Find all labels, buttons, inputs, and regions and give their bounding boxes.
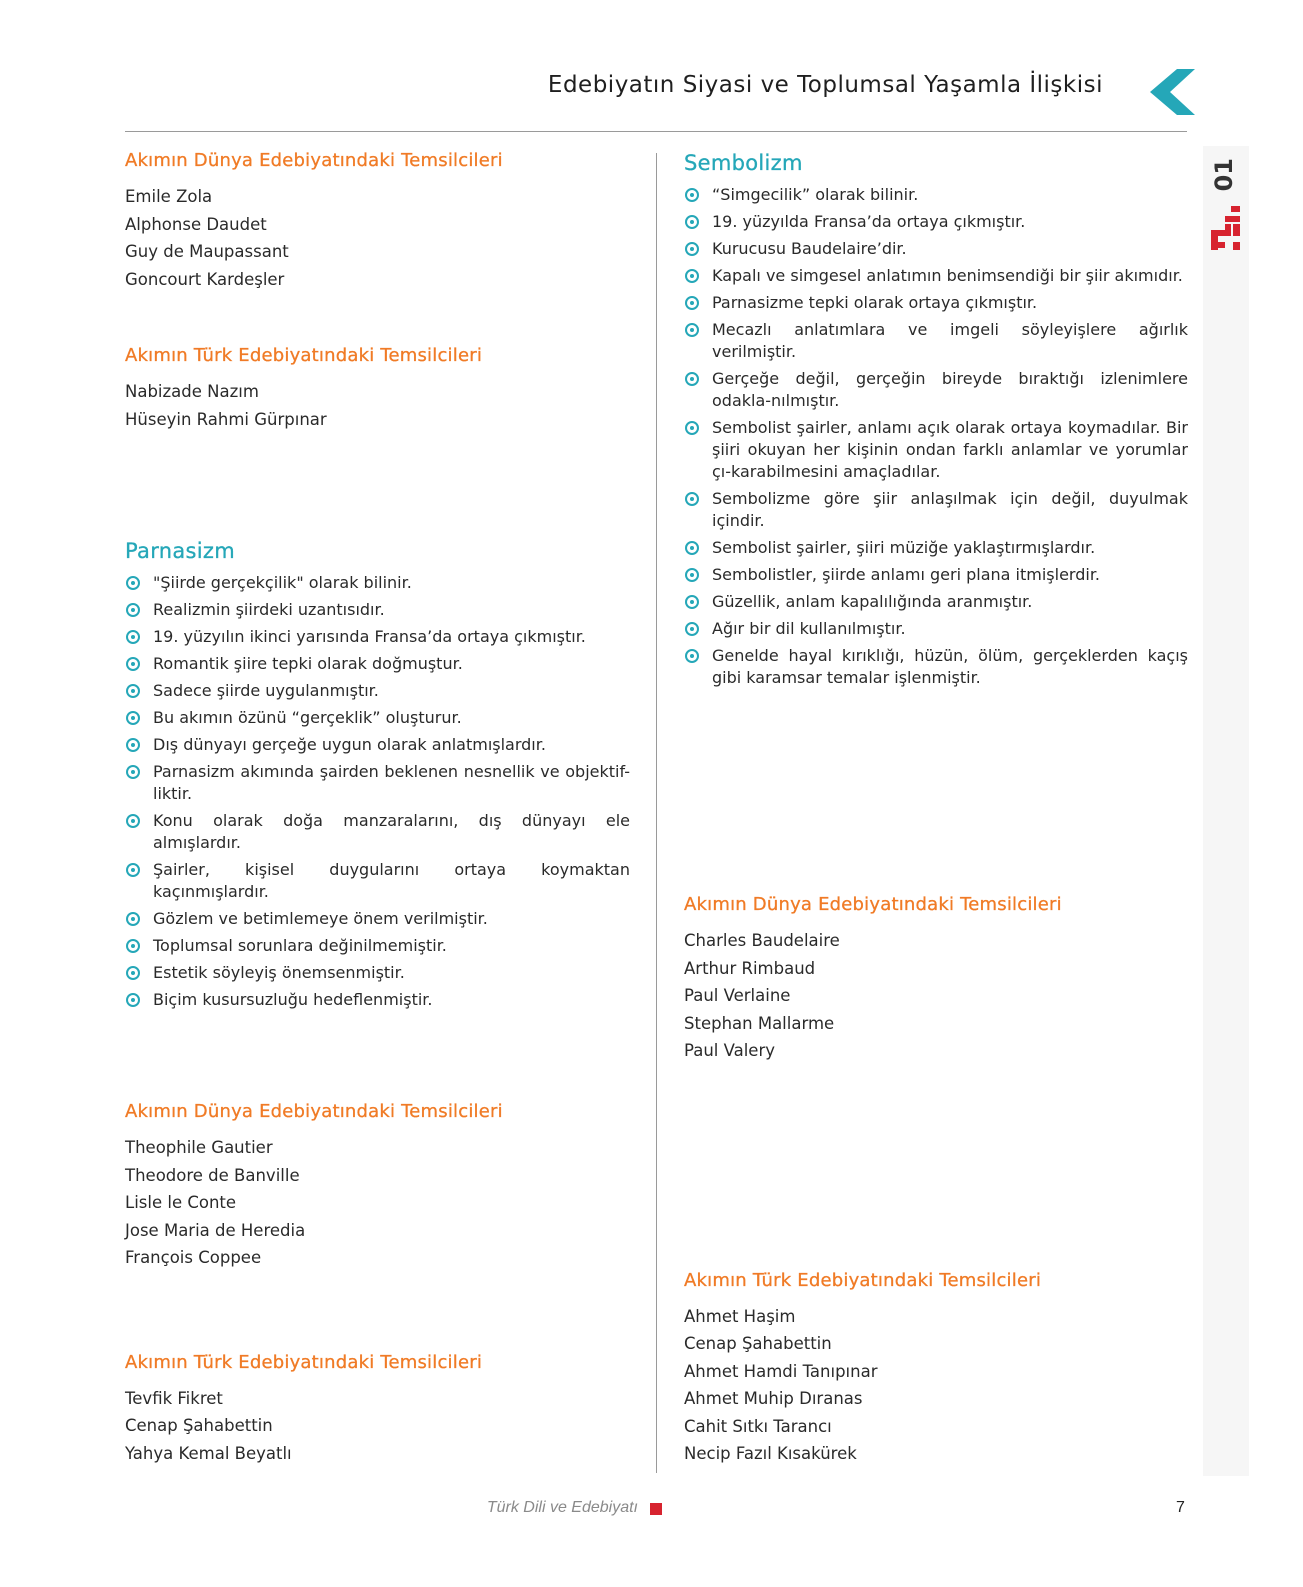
right-column xyxy=(684,151,1188,1468)
target-bullet-icon xyxy=(126,814,140,828)
bullet-text: Genelde hayal kırıklığı, hüzün, ölüm, gerçeklerden kaçış gibi karamsar temalar işlenmiştir. xyxy=(712,646,1188,687)
bullet-text: Sembolist şairler, anlamı açık olarak ortaya koymadılar. Bir şiiri okuyan her kişinin ondan farklı anlamlar ve yorumlar çı-karabilmesini amaçladılar. xyxy=(712,418,1188,481)
target-bullet-icon xyxy=(685,372,699,386)
target-bullet-icon xyxy=(126,657,140,671)
list-item xyxy=(684,265,1188,287)
name-list xyxy=(125,1385,630,1468)
chevron-left-icon xyxy=(1150,69,1195,115)
list-item xyxy=(684,184,1188,206)
bullet-text: Gözlem ve betimlemeye önem verilmiştir. xyxy=(153,909,488,928)
list-item: Stephan Mallarme xyxy=(684,1013,835,1033)
bullet-text: Ağır bir dil kullanılmıştır. xyxy=(712,619,906,638)
bullet-text: Şairler, kişisel duygularını ortaya koymaktan kaçınmışlardır. xyxy=(153,860,630,901)
list-item: Paul Verlaine xyxy=(684,986,791,1005)
footer-square-icon xyxy=(650,1503,662,1515)
list-item xyxy=(125,810,630,854)
bullet-text: Kurucusu Baudelaire’dir. xyxy=(712,239,907,258)
list-item: Paul Valery xyxy=(684,1041,776,1060)
target-bullet-icon xyxy=(685,421,699,435)
target-bullet-icon xyxy=(685,269,699,283)
list-item: François Coppee xyxy=(125,1248,262,1267)
name-list xyxy=(125,183,630,293)
list-item xyxy=(125,680,630,702)
list-item xyxy=(125,599,630,621)
list-item: Cenap Şahabettin xyxy=(125,1416,273,1435)
list-item xyxy=(684,564,1188,586)
list-item xyxy=(125,962,630,984)
page-number: 7 xyxy=(1176,1499,1185,1516)
list-item: Jose Maria de Heredia xyxy=(125,1220,306,1240)
target-bullet-icon xyxy=(685,622,699,636)
list-item xyxy=(684,319,1188,363)
target-bullet-icon xyxy=(685,649,699,663)
section-heading: Akımın Dünya Edebiyatındaki Temsilcileri xyxy=(125,1101,503,1122)
list-item xyxy=(684,238,1188,260)
target-bullet-icon xyxy=(126,939,140,953)
list-item: Hüseyin Rahmi Gürpınar xyxy=(125,409,327,429)
target-bullet-icon xyxy=(685,215,699,229)
bullet-text: “Simgecilik” olarak bilinir. xyxy=(712,185,919,204)
list-item xyxy=(125,859,630,903)
target-bullet-icon xyxy=(126,912,140,926)
list-item xyxy=(125,707,630,729)
list-item: Necip Fazıl Kısakürek xyxy=(684,1444,857,1463)
bullet-text: 19. yüzyılın ikinci yarısında Fransa’da ortaya çıkmıştır. xyxy=(153,627,586,646)
publisher-logo-icon xyxy=(1211,202,1241,252)
list-item xyxy=(684,368,1188,412)
name-list xyxy=(684,927,1188,1065)
target-bullet-icon xyxy=(126,603,140,617)
list-item xyxy=(684,292,1188,314)
section-title: Sembolizm xyxy=(684,151,803,175)
section-title: Parnasizm xyxy=(125,539,235,563)
section-heading: Akımın Dünya Edebiyatındaki Temsilcileri xyxy=(125,150,503,171)
list-item xyxy=(125,908,630,930)
list-item xyxy=(684,618,1188,640)
section-heading: Akımın Türk Edebiyatındaki Temsilcileri xyxy=(125,1351,483,1373)
list-item xyxy=(125,989,630,1011)
column-divider xyxy=(656,153,657,1473)
target-bullet-icon xyxy=(126,684,140,698)
name-list xyxy=(125,378,630,433)
target-bullet-icon xyxy=(685,242,699,256)
target-bullet-icon xyxy=(126,576,140,590)
list-item xyxy=(684,488,1188,532)
list-item: Ahmet Muhip Dıranas xyxy=(684,1389,863,1408)
list-item: Emile Zola xyxy=(125,187,213,206)
bullet-text: Bu akımın özünü “gerçeklik” oluşturur. xyxy=(153,708,462,727)
bullet-text: Sadece şiirde uygulanmıştır. xyxy=(153,681,379,700)
bullet-text: Dış dünyayı gerçeğe uygun olarak anlatmışlardır. xyxy=(153,735,546,754)
parnasizm-world-representatives xyxy=(125,1101,630,1272)
page-title: Edebiyatın Siyasi ve Toplumsal Yaşamla İlişkisi xyxy=(547,72,1103,98)
list-item: Lisle le Conte xyxy=(125,1193,237,1212)
list-item: Nabizade Nazım xyxy=(125,382,259,401)
list-item: Goncourt Kardeşler xyxy=(125,269,285,289)
list-item xyxy=(125,653,630,675)
list-item xyxy=(684,417,1188,483)
parnasizm-turk-representatives xyxy=(125,1352,630,1468)
target-bullet-icon xyxy=(126,765,140,779)
realizm-turk-representatives xyxy=(125,345,630,433)
list-item: Cahit Sıtkı Tarancı xyxy=(684,1416,832,1436)
list-item: Ahmet Hamdi Tanıpınar xyxy=(684,1361,878,1381)
list-item xyxy=(684,645,1188,689)
sembolizm-section xyxy=(684,151,1188,689)
target-bullet-icon xyxy=(685,188,699,202)
bullet-text: Konu olarak doğa manzaralarını, dış dünyayı ele almışlardır. xyxy=(153,811,630,852)
left-column xyxy=(125,150,630,1467)
list-item xyxy=(684,211,1188,233)
target-bullet-icon xyxy=(685,296,699,310)
section-heading: Akımın Türk Edebiyatındaki Temsilcileri xyxy=(684,1269,1042,1291)
bullet-text: Güzellik, anlam kapalılığında aranmıştır. xyxy=(712,592,1033,611)
bullet-text: Estetik söyleyiş önemsenmiştir. xyxy=(153,963,405,982)
bullet-text: Biçim kusursuzluğu hedeflenmiştir. xyxy=(153,990,433,1009)
list-item: Ahmet Haşim xyxy=(684,1306,796,1326)
realizm-world-representatives xyxy=(125,150,630,293)
target-bullet-icon xyxy=(126,630,140,644)
list-item: Theophile Gautier xyxy=(125,1138,273,1157)
list-item xyxy=(125,626,630,648)
bullet-text: Romantik şiire tepki olarak doğmuştur. xyxy=(153,654,463,673)
bullet-text: Sembolist şairler, şiiri müziğe yaklaştırmışlardır. xyxy=(712,538,1096,557)
bullet-text: Toplumsal sorunlara değinilmemiştir. xyxy=(153,936,447,955)
name-list xyxy=(684,1303,1188,1468)
bullet-text: Sembolistler, şiirde anlamı geri plana itmişlerdir. xyxy=(712,565,1101,584)
bullet-text: Parnasizme tepki olarak ortaya çıkmıştır. xyxy=(712,293,1038,312)
list-item: Guy de Maupassant xyxy=(125,242,289,261)
bullet-text: 19. yüzyılda Fransa’da ortaya çıkmıştır. xyxy=(712,212,1026,231)
bullet-text: Parnasizm akımında şairden beklenen nesnellik ve objektif-liktir. xyxy=(153,762,630,803)
sembolizm-turk-representatives xyxy=(684,1270,1188,1468)
name-list xyxy=(125,1134,630,1272)
bullet-text: Sembolizme göre şiir anlaşılmak için değil, duyulmak içindir. xyxy=(712,489,1188,530)
target-bullet-icon xyxy=(126,738,140,752)
list-item xyxy=(684,591,1188,613)
parnasizm-section xyxy=(125,539,630,1011)
list-item: Alphonse Daudet xyxy=(125,214,267,234)
list-item xyxy=(684,537,1188,559)
list-item: Theodore de Banville xyxy=(125,1165,300,1185)
list-item: Tevfik Fikret xyxy=(125,1388,223,1408)
section-heading: Akımın Dünya Edebiyatındaki Temsilcileri xyxy=(684,894,1062,915)
section-heading: Akımın Türk Edebiyatındaki Temsilcileri xyxy=(125,345,483,366)
target-bullet-icon xyxy=(126,993,140,1007)
target-bullet-icon xyxy=(685,492,699,506)
bullet-list xyxy=(125,572,630,1011)
list-item: Charles Baudelaire xyxy=(684,931,840,950)
bullet-text: Kapalı ve simgesel anlatımın benimsendiği bir şiir akımıdır. xyxy=(712,266,1183,285)
bullet-text: Mecazlı anlatımlara ve imgeli söyleyişlere ağırlık verilmiştir. xyxy=(712,320,1188,361)
target-bullet-icon xyxy=(126,966,140,980)
target-bullet-icon xyxy=(685,568,699,582)
list-item xyxy=(125,734,630,756)
target-bullet-icon xyxy=(126,863,140,877)
unit-number: 01 xyxy=(1210,158,1238,192)
bullet-text: Realizmin şiirdeki uzantısıdır. xyxy=(153,600,385,619)
list-item xyxy=(125,572,630,594)
list-item xyxy=(125,935,630,957)
list-item: Yahya Kemal Beyatlı xyxy=(125,1443,292,1463)
sembolizm-world-representatives xyxy=(684,894,1188,1065)
footer-subject: Türk Dili ve Edebiyatı xyxy=(486,1499,638,1516)
target-bullet-icon xyxy=(685,323,699,337)
list-item xyxy=(125,761,630,805)
list-item: Cenap Şahabettin xyxy=(684,1334,832,1353)
bullet-text: "Şiirde gerçekçilik" olarak bilinir. xyxy=(153,573,412,592)
target-bullet-icon xyxy=(685,541,699,555)
list-item: Arthur Rimbaud xyxy=(684,958,816,978)
side-strip xyxy=(1203,146,1249,1476)
bullet-list xyxy=(684,184,1188,689)
header-divider xyxy=(125,131,1187,132)
bullet-text: Gerçeğe değil, gerçeğin bireyde bıraktığı izlenimlere odakla-nılmıştır. xyxy=(712,369,1188,410)
target-bullet-icon xyxy=(685,595,699,609)
target-bullet-icon xyxy=(126,711,140,725)
